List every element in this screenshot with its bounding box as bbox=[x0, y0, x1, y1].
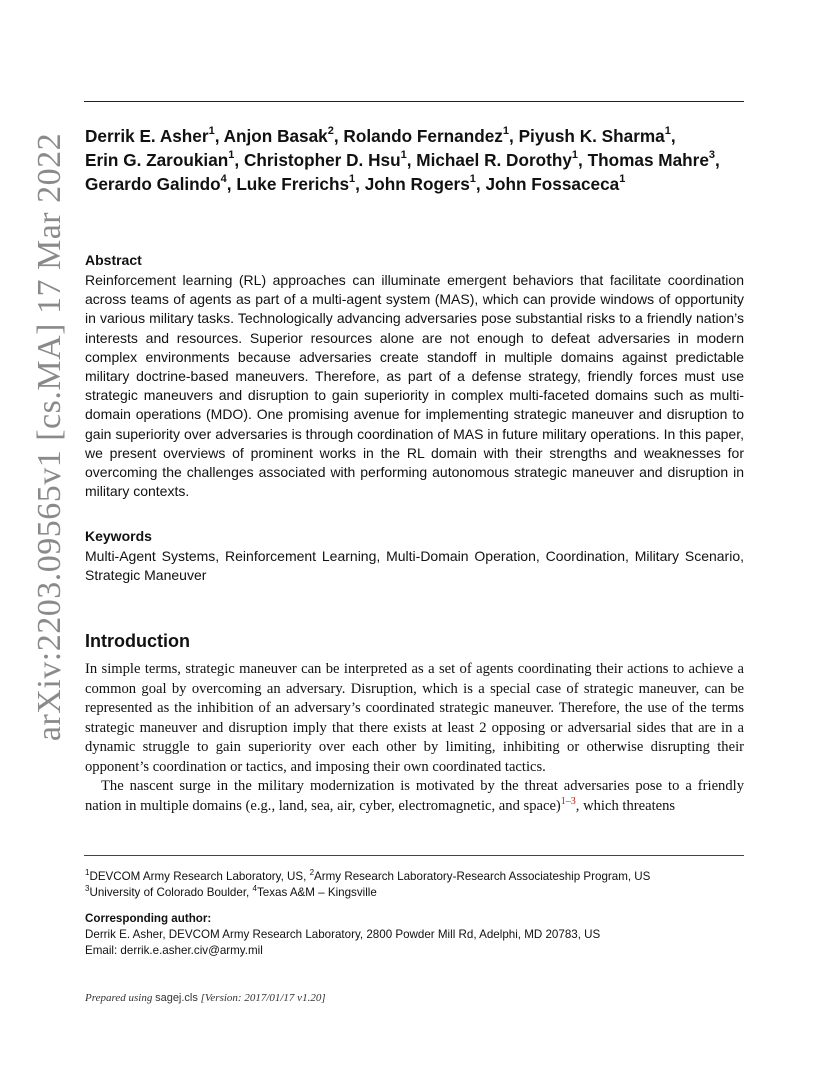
author-list: Derrik E. Asher$^1$, Anjon Basak$^2$, Rolando Fernandez$^1$, Piyush K. Sharma$^1$, Erin G. Zaroukian$^1$, Christopher D. Hsu$^1$, Michael R. Dorothy$^1$, Thomas Mahre$^3$, Gerardo Galindo$^4$, Luke Frerichs$^1$, John Rogers$^1$, John Fossaceca$^1$ bbox=[85, 125, 720, 194]
affiliation-line: $^1$DEVCOM Army Research Laboratory, US, $^2$Army Research Laboratory-Research Associateship Program, US bbox=[85, 868, 651, 883]
corresponding-author-address: Derrik E. Asher, DEVCOM Army Research Laboratory, 2800 Powder Mill Rd, Adelphi, MD 20783, US bbox=[85, 928, 601, 941]
arxiv-side-label: arXiv:2203.09565v1 [cs.MA] 17 Mar 2022 bbox=[31, 132, 68, 742]
abstract-text: Reinforcement learning (RL) approaches can illuminate emergent behaviors that facilitate coordination across teams of agents as part of a multi-agent system (MAS), which can provide windows of opportunity in various military tasks. Technologically advancing adversaries pose substantial risks to a friendly nation’s interests and resources. Superior resources alone are not enough to defeat adversaries in modern complex environments because adversaries create standoff in multiple domains against predictable military doctrine-based maneuvers. Therefore, as part of a defense strategy, friendly forces must use strategic maneuvers and disruption to gain superiority in complex multi-faceted domains such as multi-domain operations (MDO). One promising avenue for implementing strategic maneuver and disruption to gain superiority over adversaries is through coordination of MAS in future military operations. In this paper, we present overviews of prominent works in the RL domain with their strengths and weaknesses for overcoming the challenges associated with performing autonomous strategic maneuver and disruption in military contexts. bbox=[85, 272, 744, 500]
keywords-text: Multi-Agent Systems, Reinforcement Learning, Multi-Domain Operation, Coordination, Military Scenario, Strategic Maneuver bbox=[85, 548, 744, 584]
author: Luke Frerichs$^1$ bbox=[236, 173, 356, 194]
introduction-heading: Introduction bbox=[85, 631, 190, 651]
corresponding-author-email: Email: derrik.e.asher.civ@army.mil bbox=[85, 944, 263, 957]
author: Rolando Fernandez$^1$ bbox=[343, 125, 510, 146]
prepared-using-note: Prepared using sagej.cls [Version: 2017/01/17 v1.20] bbox=[85, 992, 326, 1004]
author: Christopher D. Hsu$^1$ bbox=[243, 149, 407, 170]
keywords-section bbox=[85, 527, 744, 585]
author: John Fossaceca$^1$ bbox=[485, 173, 626, 194]
footnote-rule bbox=[84, 855, 744, 856]
keywords-heading: Keywords bbox=[85, 528, 152, 544]
author: Erin G. Zaroukian$^1$ bbox=[85, 149, 235, 170]
affiliation-line: $^3$University of Colorado Boulder, $^4$Texas A&M – Kingsville bbox=[85, 884, 377, 899]
introduction-paragraph-1: In simple terms, strategic maneuver can be interpreted as a set of agents coordinating their actions to achieve a common goal by overcoming an adversary. Disruption, which is a special case of strategic maneuver, can be represented as the inhibition of an adversary’s coordinated strategic maneuver. Therefore, the use of the terms strategic maneuver and disruption imply that there exists at least 2 opposing or adversarial sides that are in a dynamic struggle to gain superiority over each other by limiting, inhibiting or otherwise disrupting their opponent’s coordination or tactics, and imposing their own coordinated tactics. bbox=[85, 661, 744, 775]
author: Derrik E. Asher$^1$ bbox=[85, 125, 215, 146]
author: Thomas Mahre$^3$ bbox=[587, 149, 716, 170]
introduction-section bbox=[85, 630, 744, 816]
top-rule bbox=[84, 101, 744, 102]
author: Anjon Basak$^2$ bbox=[223, 125, 334, 146]
corresponding-author-title: Corresponding author: bbox=[85, 912, 212, 925]
abstract-heading: Abstract bbox=[85, 252, 142, 268]
introduction-paragraph-2: The nascent surge in the military modernization is motivated by the threat adversaries pose to a friendly nation in multiple domains (e.g., land, sea, air, cyber, electromagnetic, and space)$^{1-3}$, which threatens bbox=[85, 778, 744, 814]
citation-link[interactable]: 1–3 bbox=[560, 795, 576, 807]
author: Michael R. Dorothy$^1$ bbox=[416, 149, 579, 170]
author: Gerardo Galindo$^4$ bbox=[85, 173, 227, 194]
affiliations-footnote bbox=[85, 869, 745, 901]
author: John Rogers$^1$ bbox=[364, 173, 476, 194]
abstract-section bbox=[85, 251, 744, 501]
corresponding-author bbox=[85, 911, 745, 959]
author: Piyush K. Sharma$^1$ bbox=[518, 125, 671, 146]
